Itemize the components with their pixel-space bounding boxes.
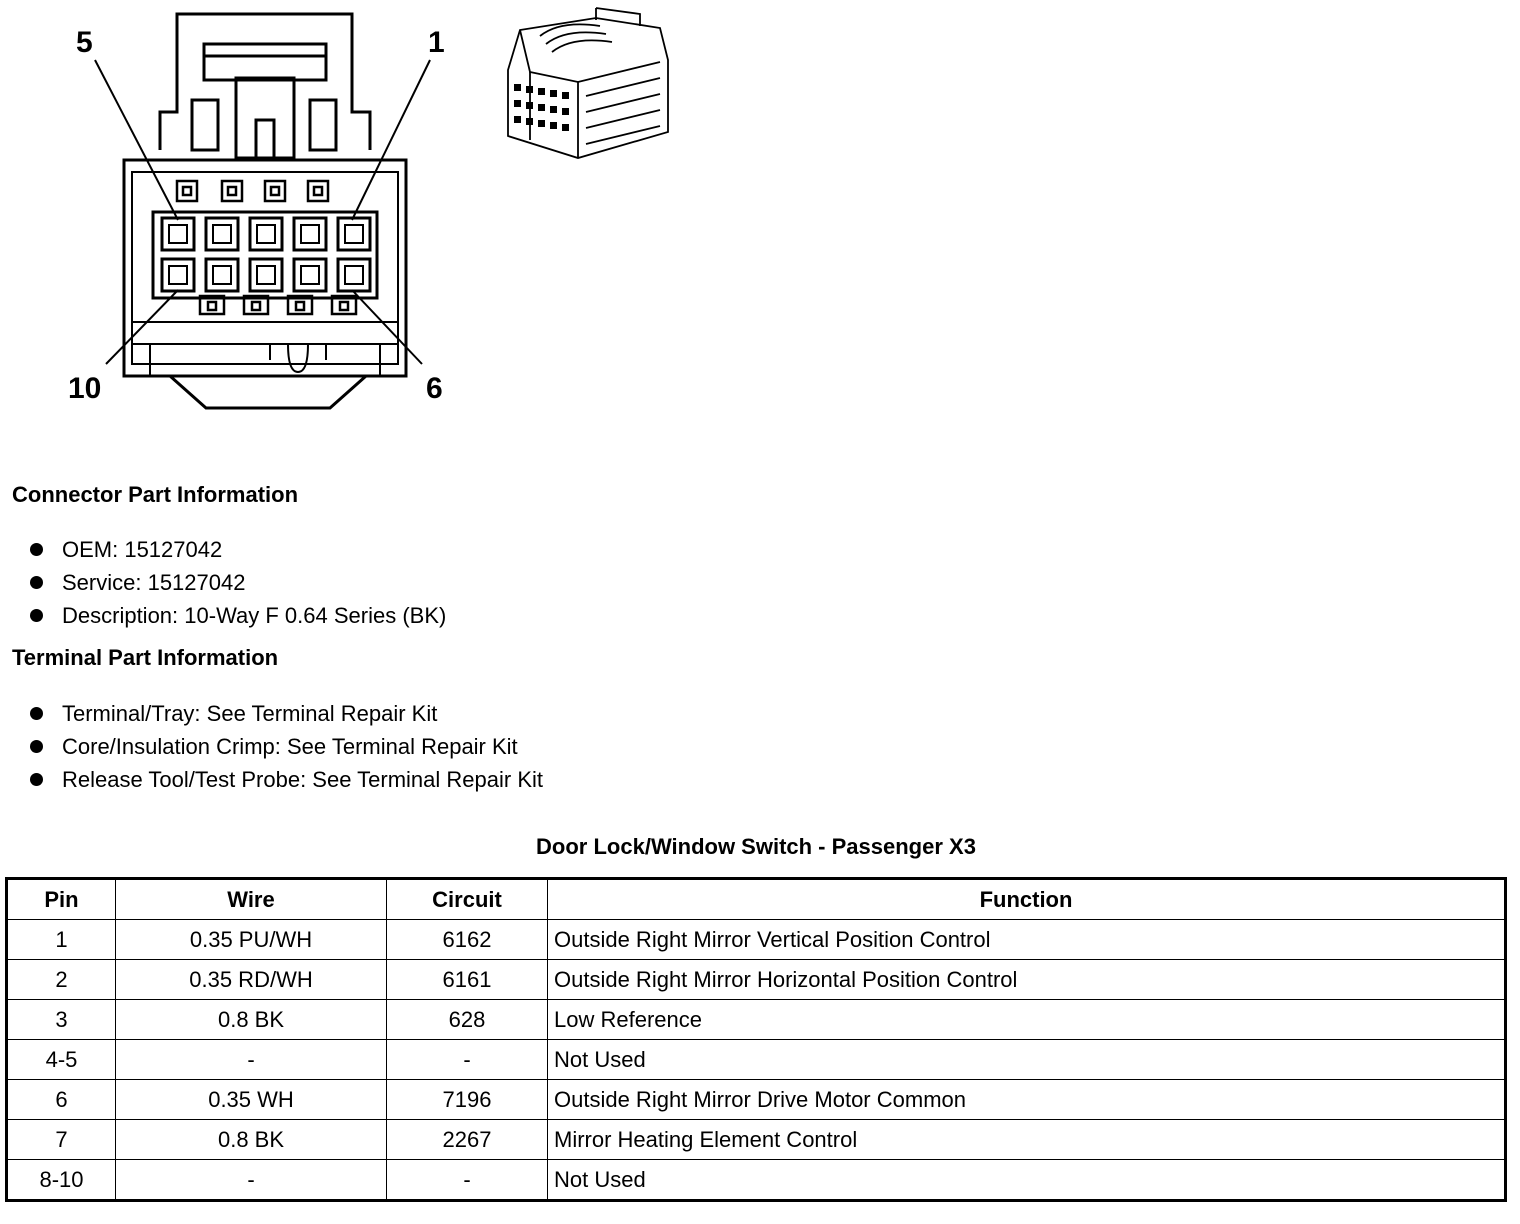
column-header-wire: Wire [116, 879, 387, 920]
terminal-cavities [162, 218, 370, 291]
cell-function: Outside Right Mirror Vertical Position Control [548, 920, 1506, 960]
list-item [30, 730, 543, 763]
pin-label-5: 5 [76, 26, 93, 59]
list-item [30, 763, 543, 796]
connector-info-heading: Connector Part Information [12, 482, 299, 507]
cell-pin: 6 [7, 1080, 116, 1120]
bullet-icon [30, 707, 43, 720]
table-title: Door Lock/Window Switch - Passenger X3 [536, 834, 976, 859]
table-row [7, 1040, 1506, 1080]
column-header-function: Function [548, 879, 1506, 920]
connector-face-drawing [124, 14, 406, 408]
connector-iso-view [508, 8, 668, 158]
connector-diagram [0, 0, 720, 440]
cell-function: Not Used [548, 1040, 1506, 1080]
list-item-text: Terminal/Tray: See Terminal Repair Kit [62, 701, 438, 726]
connector-info-list [30, 533, 446, 632]
cell-circuit: 6161 [387, 960, 548, 1000]
table-row [7, 1120, 1506, 1160]
list-item-text: OEM: 15127042 [62, 537, 223, 562]
cell-wire: - [116, 1040, 387, 1080]
column-header-pin: Pin [7, 879, 116, 920]
terminal-info-list [30, 697, 543, 796]
list-item-text: Release Tool/Test Probe: See Terminal Repair Kit [62, 767, 543, 792]
table-row [7, 1000, 1506, 1040]
pinout-table [5, 877, 1507, 1202]
bullet-icon [30, 773, 43, 786]
cell-circuit: - [387, 1160, 548, 1201]
cell-wire: 0.35 WH [116, 1080, 387, 1120]
cell-circuit: - [387, 1040, 548, 1080]
cell-circuit: 2267 [387, 1120, 548, 1160]
list-item-text: Core/Insulation Crimp: See Terminal Repair Kit [62, 734, 518, 759]
bullet-icon [30, 609, 43, 622]
cell-function: Mirror Heating Element Control [548, 1120, 1506, 1160]
top-latch-tabs [177, 181, 328, 201]
terminal-info-heading: Terminal Part Information [12, 645, 279, 670]
table-row [7, 1160, 1506, 1201]
cell-wire: 0.8 BK [116, 1000, 387, 1040]
table-row [7, 920, 1506, 960]
cell-function: Outside Right Mirror Drive Motor Common [548, 1080, 1506, 1120]
cell-function: Not Used [548, 1160, 1506, 1201]
bullet-icon [30, 543, 43, 556]
cell-pin: 4-5 [7, 1040, 116, 1080]
list-item [30, 566, 446, 599]
table-row [7, 960, 1506, 1000]
list-item [30, 697, 543, 730]
cell-pin: 1 [7, 920, 116, 960]
cell-circuit: 6162 [387, 920, 548, 960]
cell-circuit: 628 [387, 1000, 548, 1040]
list-item-text: Service: 15127042 [62, 570, 246, 595]
column-header-circuit: Circuit [387, 879, 548, 920]
cell-pin: 2 [7, 960, 116, 1000]
pin-label-1: 1 [428, 26, 445, 59]
cell-pin: 8-10 [7, 1160, 116, 1201]
cell-pin: 3 [7, 1000, 116, 1040]
list-item [30, 533, 446, 566]
pin-label-10: 10 [68, 372, 102, 405]
bullet-icon [30, 576, 43, 589]
bullet-icon [30, 740, 43, 753]
cell-wire: - [116, 1160, 387, 1201]
cell-wire: 0.35 PU/WH [116, 920, 387, 960]
cell-function: Low Reference [548, 1000, 1506, 1040]
cell-wire: 0.35 RD/WH [116, 960, 387, 1000]
pin-label-6: 6 [426, 372, 443, 405]
cell-circuit: 7196 [387, 1080, 548, 1120]
cell-wire: 0.8 BK [116, 1120, 387, 1160]
table-header-row [7, 879, 1506, 920]
list-item [30, 599, 446, 632]
table-row [7, 1080, 1506, 1120]
list-item-text: Description: 10-Way F 0.64 Series (BK) [62, 603, 447, 628]
cell-function: Outside Right Mirror Horizontal Position Control [548, 960, 1506, 1000]
cell-pin: 7 [7, 1120, 116, 1160]
